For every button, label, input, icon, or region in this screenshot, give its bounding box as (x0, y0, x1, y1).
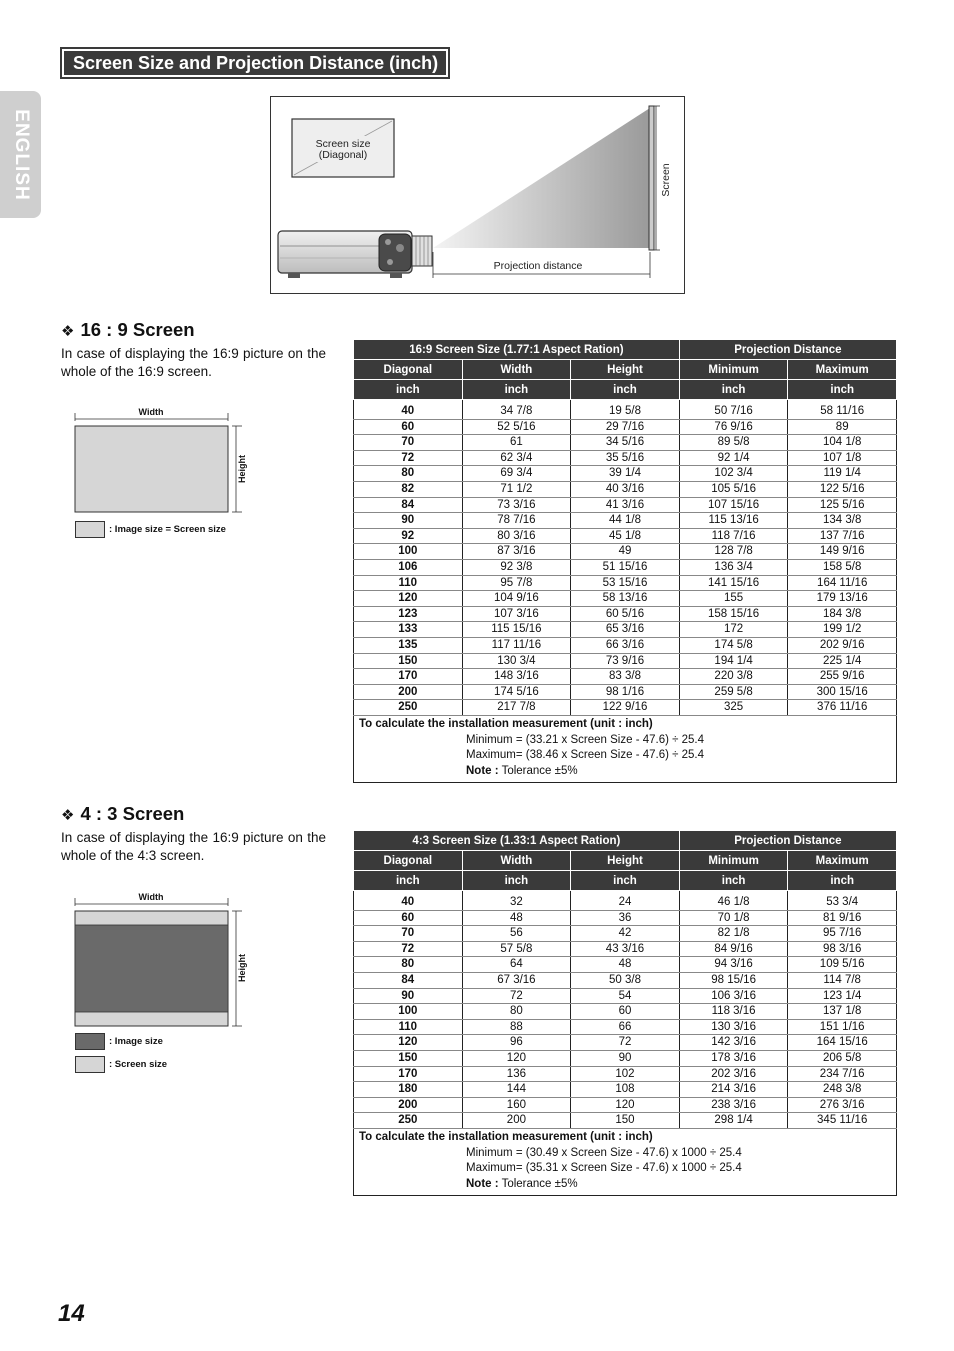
table-cell: 81 9/16 (788, 910, 897, 926)
table-row (354, 988, 897, 1004)
table-cell: 202 9/16 (788, 637, 897, 653)
table-row (354, 606, 897, 622)
table-cell: 172 (679, 622, 788, 638)
table-cell: 58 13/16 (571, 591, 680, 607)
table-cell: 248 3/8 (788, 1082, 897, 1098)
table-cell: 50 7/16 (679, 404, 788, 419)
legend-swatch-screen (75, 521, 105, 538)
table-cell: 234 7/16 (788, 1066, 897, 1082)
table-cell: 36 (571, 910, 680, 926)
standard-legend-item (75, 1033, 163, 1050)
table-cell: 107 3/16 (462, 606, 571, 622)
table-cell: 76 9/16 (679, 419, 788, 435)
table-cell: 40 3/16 (571, 481, 680, 497)
table-group-header-distance: Projection Distance (679, 340, 896, 360)
table-cell: 110 (354, 575, 463, 591)
note-text: Tolerance ±5% (498, 764, 578, 777)
table-row (354, 700, 897, 716)
table-cell: 134 3/8 (788, 513, 897, 529)
table-cell: 60 (571, 1004, 680, 1020)
table-cell: 39 1/4 (571, 466, 680, 482)
table-cell: 117 11/16 (462, 637, 571, 653)
table-cell: 71 1/2 (462, 481, 571, 497)
table-cell: 158 15/16 (679, 606, 788, 622)
table-cell: 70 (354, 926, 463, 942)
table-cell: 82 1/8 (679, 926, 788, 942)
table-row (354, 591, 897, 607)
table-row (354, 895, 897, 910)
table-cell: 19 5/8 (571, 404, 680, 419)
table-cell: 133 (354, 622, 463, 638)
table-cell: 40 (354, 404, 463, 419)
column-header: Diagonal (354, 851, 463, 871)
table-cell: 164 15/16 (788, 1035, 897, 1051)
table-cell: 50 3/8 (571, 972, 680, 988)
table-cell: 110 (354, 1019, 463, 1035)
unit-header: inch (679, 380, 788, 400)
table-cell: 202 3/16 (679, 1066, 788, 1082)
table-row (354, 1066, 897, 1082)
standard-screen-heading-text: 4 : 3 Screen (80, 803, 185, 824)
table-cell: 60 5/16 (571, 606, 680, 622)
column-header: Maximum (788, 851, 897, 871)
table-cell: 96 (462, 1035, 571, 1051)
table-row (354, 957, 897, 973)
formula-minimum: Minimum = (30.49 x Screen Size - 47.6) x 1000 ÷ 25.4 (466, 1146, 742, 1159)
standard-screen-heading (61, 803, 184, 825)
wide-screen-description: In case of displaying the 16:9 picture on the whole of the 16:9 screen. (61, 346, 326, 379)
table-cell: 120 (462, 1050, 571, 1066)
table-cell: 70 (354, 435, 463, 451)
table-cell: 34 7/8 (462, 404, 571, 419)
table-cell: 151 1/16 (788, 1019, 897, 1035)
table-row (354, 1004, 897, 1020)
table-row (354, 481, 897, 497)
legend-swatch-screen (75, 1056, 105, 1073)
language-tab-label: ENGLISH (10, 108, 32, 201)
table-cell: 94 3/16 (679, 957, 788, 973)
table-row (354, 926, 897, 942)
standard-image-rect (75, 925, 228, 1012)
table-cell: 135 (354, 637, 463, 653)
table-row (354, 941, 897, 957)
table-cell: 259 5/8 (679, 684, 788, 700)
table-cell: 90 (354, 513, 463, 529)
table-row (354, 910, 897, 926)
note-text: Tolerance ±5% (498, 1178, 578, 1191)
table-cell: 48 (571, 957, 680, 973)
table-cell: 73 3/16 (462, 497, 571, 513)
table-cell: 41 3/16 (571, 497, 680, 513)
table-cell: 83 3/8 (571, 669, 680, 685)
table-cell: 106 (354, 559, 463, 575)
table-cell: 120 (354, 1035, 463, 1051)
table-cell: 250 (354, 700, 463, 716)
table-cell: 73 9/16 (571, 653, 680, 669)
formula-title: To calculate the installation measurement (unit : inch) (359, 717, 653, 730)
standard-screen-figure (70, 890, 255, 1035)
table-cell: 29 7/16 (571, 419, 680, 435)
table-cell: 123 1/4 (788, 988, 897, 1004)
unit-header: inch (571, 871, 680, 891)
table-row (354, 559, 897, 575)
table-row (354, 1097, 897, 1113)
tolerance-note (359, 1177, 891, 1193)
table-cell: 107 15/16 (679, 497, 788, 513)
column-header: Minimum (679, 360, 788, 380)
table-cell: 120 (354, 591, 463, 607)
table-cell: 42 (571, 926, 680, 942)
table-cell: 90 (354, 988, 463, 1004)
table-cell: 276 3/16 (788, 1097, 897, 1113)
standard-screen-table (353, 830, 897, 1196)
column-header: Maximum (788, 360, 897, 380)
standard-height-label: Height (237, 954, 247, 982)
table-cell: 200 (462, 1113, 571, 1129)
table-row (354, 1019, 897, 1035)
unit-header: inch (462, 871, 571, 891)
table-cell: 48 (462, 910, 571, 926)
table-cell: 220 3/8 (679, 669, 788, 685)
table-cell: 150 (354, 1050, 463, 1066)
table-cell: 60 (354, 910, 463, 926)
table-unit-headers (354, 380, 897, 400)
table-cell: 122 5/16 (788, 481, 897, 497)
table-row (354, 653, 897, 669)
table-row (354, 466, 897, 482)
table-cell: 92 3/8 (462, 559, 571, 575)
standard-screen-description: In case of displaying the 16:9 picture on the whole of the 4:3 screen. (61, 830, 326, 863)
table-cell: 58 11/16 (788, 404, 897, 419)
unit-header: inch (462, 380, 571, 400)
table-row (354, 669, 897, 685)
table-cell: 214 3/16 (679, 1082, 788, 1098)
formula-maximum: Maximum= (35.31 x Screen Size - 47.6) x 1000 ÷ 25.4 (466, 1162, 742, 1175)
screen-size-diagonal-label: (Diagonal) (318, 149, 368, 161)
standard-legend-item (75, 1056, 167, 1073)
table-cell: 148 3/16 (462, 669, 571, 685)
table-cell: 174 5/16 (462, 684, 571, 700)
table-cell: 90 (571, 1050, 680, 1066)
table-cell: 35 5/16 (571, 450, 680, 466)
table-cell: 44 1/8 (571, 513, 680, 529)
table-cell: 108 (571, 1082, 680, 1098)
column-header: Diagonal (354, 360, 463, 380)
column-header: Width (462, 851, 571, 871)
table-row (354, 513, 897, 529)
column-header: Minimum (679, 851, 788, 871)
formula-maximum: Maximum= (38.46 x Screen Size - 47.6) ÷ 25.4 (466, 749, 705, 762)
table-cell: 118 3/16 (679, 1004, 788, 1020)
table-cell: 376 11/16 (788, 700, 897, 716)
projection-diagram (270, 96, 685, 294)
table-cell: 184 3/8 (788, 606, 897, 622)
table-cell: 92 (354, 528, 463, 544)
table-cell: 115 15/16 (462, 622, 571, 638)
table-row (354, 1050, 897, 1066)
table-cell: 34 5/16 (571, 435, 680, 451)
table-cell: 174 5/8 (679, 637, 788, 653)
table-cell: 206 5/8 (788, 1050, 897, 1066)
table-cell: 115 13/16 (679, 513, 788, 529)
table-cell: 118 7/16 (679, 528, 788, 544)
table-cell: 104 9/16 (462, 591, 571, 607)
table-cell: 67 3/16 (462, 972, 571, 988)
table-cell: 43 3/16 (571, 941, 680, 957)
formula-title: To calculate the installation measurement (unit : inch) (359, 1130, 653, 1143)
table-cell: 51 15/16 (571, 559, 680, 575)
unit-header: inch (679, 871, 788, 891)
table-cell: 98 15/16 (679, 972, 788, 988)
table-cell: 104 1/8 (788, 435, 897, 451)
table-cell: 40 (354, 895, 463, 910)
table-cell: 194 1/4 (679, 653, 788, 669)
screen-size-label: Screen size (315, 138, 371, 150)
table-cell: 80 (462, 1004, 571, 1020)
table-cell: 114 7/8 (788, 972, 897, 988)
table-cell: 54 (571, 988, 680, 1004)
table-cell: 57 5/8 (462, 941, 571, 957)
table-row (354, 684, 897, 700)
table-cell: 345 11/16 (788, 1113, 897, 1129)
tolerance-note (359, 764, 891, 780)
legend-label: : Image size = Screen size (109, 524, 226, 535)
table-cell: 106 3/16 (679, 988, 788, 1004)
table-cell: 105 5/16 (679, 481, 788, 497)
table-column-headers (354, 851, 897, 871)
wide-screen-figure (70, 405, 255, 520)
table-cell: 88 (462, 1019, 571, 1035)
table-cell: 98 3/16 (788, 941, 897, 957)
table-cell: 178 3/16 (679, 1050, 788, 1066)
projector-icon (278, 231, 432, 278)
table-cell: 78 7/16 (462, 513, 571, 529)
unit-header: inch (354, 871, 463, 891)
diamond-star-icon: ❖ (61, 807, 75, 824)
legend-swatch-image (75, 1033, 105, 1050)
table-cell: 144 (462, 1082, 571, 1098)
table-row (354, 450, 897, 466)
table-cell: 150 (571, 1113, 680, 1129)
table-row (354, 1082, 897, 1098)
table-cell: 109 5/16 (788, 957, 897, 973)
table-row (354, 435, 897, 451)
table-cell: 180 (354, 1082, 463, 1098)
table-cell: 89 (788, 419, 897, 435)
table-cell: 80 (354, 957, 463, 973)
table-group-header-size: 16:9 Screen Size (1.77:1 Aspect Ration) (354, 340, 680, 360)
table-cell: 95 7/16 (788, 926, 897, 942)
table-cell: 92 1/4 (679, 450, 788, 466)
table-cell: 123 (354, 606, 463, 622)
table-cell: 24 (571, 895, 680, 910)
table-cell: 64 (462, 957, 571, 973)
table-cell: 66 3/16 (571, 637, 680, 653)
table-cell: 150 (354, 653, 463, 669)
table-row (354, 637, 897, 653)
wide-width-label: Width (138, 407, 164, 417)
table-cell: 158 5/8 (788, 559, 897, 575)
table-cell: 102 3/4 (679, 466, 788, 482)
table-cell: 62 3/4 (462, 450, 571, 466)
screen-label: Screen (660, 163, 672, 197)
formula-box (354, 715, 897, 782)
table-row (354, 622, 897, 638)
table-cell: 87 3/16 (462, 544, 571, 560)
table-cell: 200 (354, 1097, 463, 1113)
table-cell: 72 (571, 1035, 680, 1051)
table-cell: 60 (354, 419, 463, 435)
table-cell: 164 11/16 (788, 575, 897, 591)
table-cell: 136 (462, 1066, 571, 1082)
table-cell: 95 7/8 (462, 575, 571, 591)
table-cell: 72 (354, 941, 463, 957)
unit-header: inch (354, 380, 463, 400)
table-cell: 100 (354, 544, 463, 560)
table-cell: 72 (462, 988, 571, 1004)
wide-height-label: Height (237, 455, 247, 483)
wide-screen-heading (61, 319, 195, 341)
table-cell: 325 (679, 700, 788, 716)
table-cell: 298 1/4 (679, 1113, 788, 1129)
table-cell: 120 (571, 1097, 680, 1113)
table-cell: 32 (462, 895, 571, 910)
table-row (354, 575, 897, 591)
table-cell: 130 3/16 (679, 1019, 788, 1035)
table-cell: 136 3/4 (679, 559, 788, 575)
unit-header: inch (788, 380, 897, 400)
table-cell: 84 (354, 497, 463, 513)
table-cell: 52 5/16 (462, 419, 571, 435)
table-cell: 155 (679, 591, 788, 607)
projection-distance-label: Projection distance (493, 260, 583, 272)
table-row (354, 1113, 897, 1129)
table-cell: 170 (354, 1066, 463, 1082)
wide-legend-item (75, 521, 226, 538)
table-cell: 53 3/4 (788, 895, 897, 910)
table-cell: 69 3/4 (462, 466, 571, 482)
table-cell: 72 (354, 450, 463, 466)
table-cell: 84 (354, 972, 463, 988)
table-cell: 102 (571, 1066, 680, 1082)
column-header: Height (571, 851, 680, 871)
table-cell: 89 5/8 (679, 435, 788, 451)
wide-image-screen-rect (75, 426, 228, 512)
table-cell: 125 5/16 (788, 497, 897, 513)
table-row (354, 404, 897, 419)
table-cell: 128 7/8 (679, 544, 788, 560)
table-cell: 137 1/8 (788, 1004, 897, 1020)
table-cell: 137 7/16 (788, 528, 897, 544)
note-label: Note : (466, 764, 499, 777)
table-cell: 53 15/16 (571, 575, 680, 591)
table-cell: 100 (354, 1004, 463, 1020)
column-header: Height (571, 360, 680, 380)
table-cell: 119 1/4 (788, 466, 897, 482)
language-tab (0, 91, 41, 218)
legend-label: : Screen size (109, 1059, 168, 1070)
standard-width-label: Width (138, 892, 164, 902)
table-cell: 250 (354, 1113, 463, 1129)
table-row (354, 972, 897, 988)
table-cell: 225 1/4 (788, 653, 897, 669)
table-cell: 122 9/16 (571, 700, 680, 716)
table-cell: 217 7/8 (462, 700, 571, 716)
table-cell: 199 1/2 (788, 622, 897, 638)
table-cell: 61 (462, 435, 571, 451)
table-row (354, 497, 897, 513)
table-cell: 238 3/16 (679, 1097, 788, 1113)
table-cell: 82 (354, 481, 463, 497)
table-cell: 149 9/16 (788, 544, 897, 560)
table-cell: 200 (354, 684, 463, 700)
wide-screen-heading-text: 16 : 9 Screen (80, 319, 195, 340)
diamond-star-icon: ❖ (61, 323, 75, 340)
table-cell: 160 (462, 1097, 571, 1113)
table-cell: 46 1/8 (679, 895, 788, 910)
table-cell: 84 9/16 (679, 941, 788, 957)
formula-minimum: Minimum = (33.21 x Screen Size - 47.6) ÷ 25.4 (466, 733, 705, 746)
table-cell: 80 (354, 466, 463, 482)
table-cell: 179 13/16 (788, 591, 897, 607)
table-row (354, 544, 897, 560)
note-label: Note : (466, 1178, 499, 1191)
table-cell: 66 (571, 1019, 680, 1035)
table-row (354, 1035, 897, 1051)
wide-screen-table (353, 339, 897, 783)
table-cell: 65 3/16 (571, 622, 680, 638)
table-cell: 142 3/16 (679, 1035, 788, 1051)
table-cell: 130 3/4 (462, 653, 571, 669)
table-cell: 170 (354, 669, 463, 685)
table-group-header-size: 4:3 Screen Size (1.33:1 Aspect Ration) (354, 831, 680, 851)
table-cell: 49 (571, 544, 680, 560)
section-title: Screen Size and Projection Distance (inch) (61, 48, 449, 78)
unit-header: inch (571, 380, 680, 400)
table-cell: 56 (462, 926, 571, 942)
page-number: 14 (58, 1300, 85, 1327)
table-cell: 80 3/16 (462, 528, 571, 544)
table-cell: 107 1/8 (788, 450, 897, 466)
table-cell: 300 15/16 (788, 684, 897, 700)
table-cell: 98 1/16 (571, 684, 680, 700)
legend-label: : Image size (109, 1036, 163, 1047)
table-unit-headers (354, 871, 897, 891)
table-row (354, 528, 897, 544)
table-cell: 141 15/16 (679, 575, 788, 591)
table-group-header-distance: Projection Distance (679, 831, 896, 851)
column-header: Width (462, 360, 571, 380)
table-cell: 45 1/8 (571, 528, 680, 544)
table-cell: 255 9/16 (788, 669, 897, 685)
table-cell: 70 1/8 (679, 910, 788, 926)
formula-box (354, 1128, 897, 1195)
table-column-headers (354, 360, 897, 380)
unit-header: inch (788, 871, 897, 891)
table-row (354, 419, 897, 435)
